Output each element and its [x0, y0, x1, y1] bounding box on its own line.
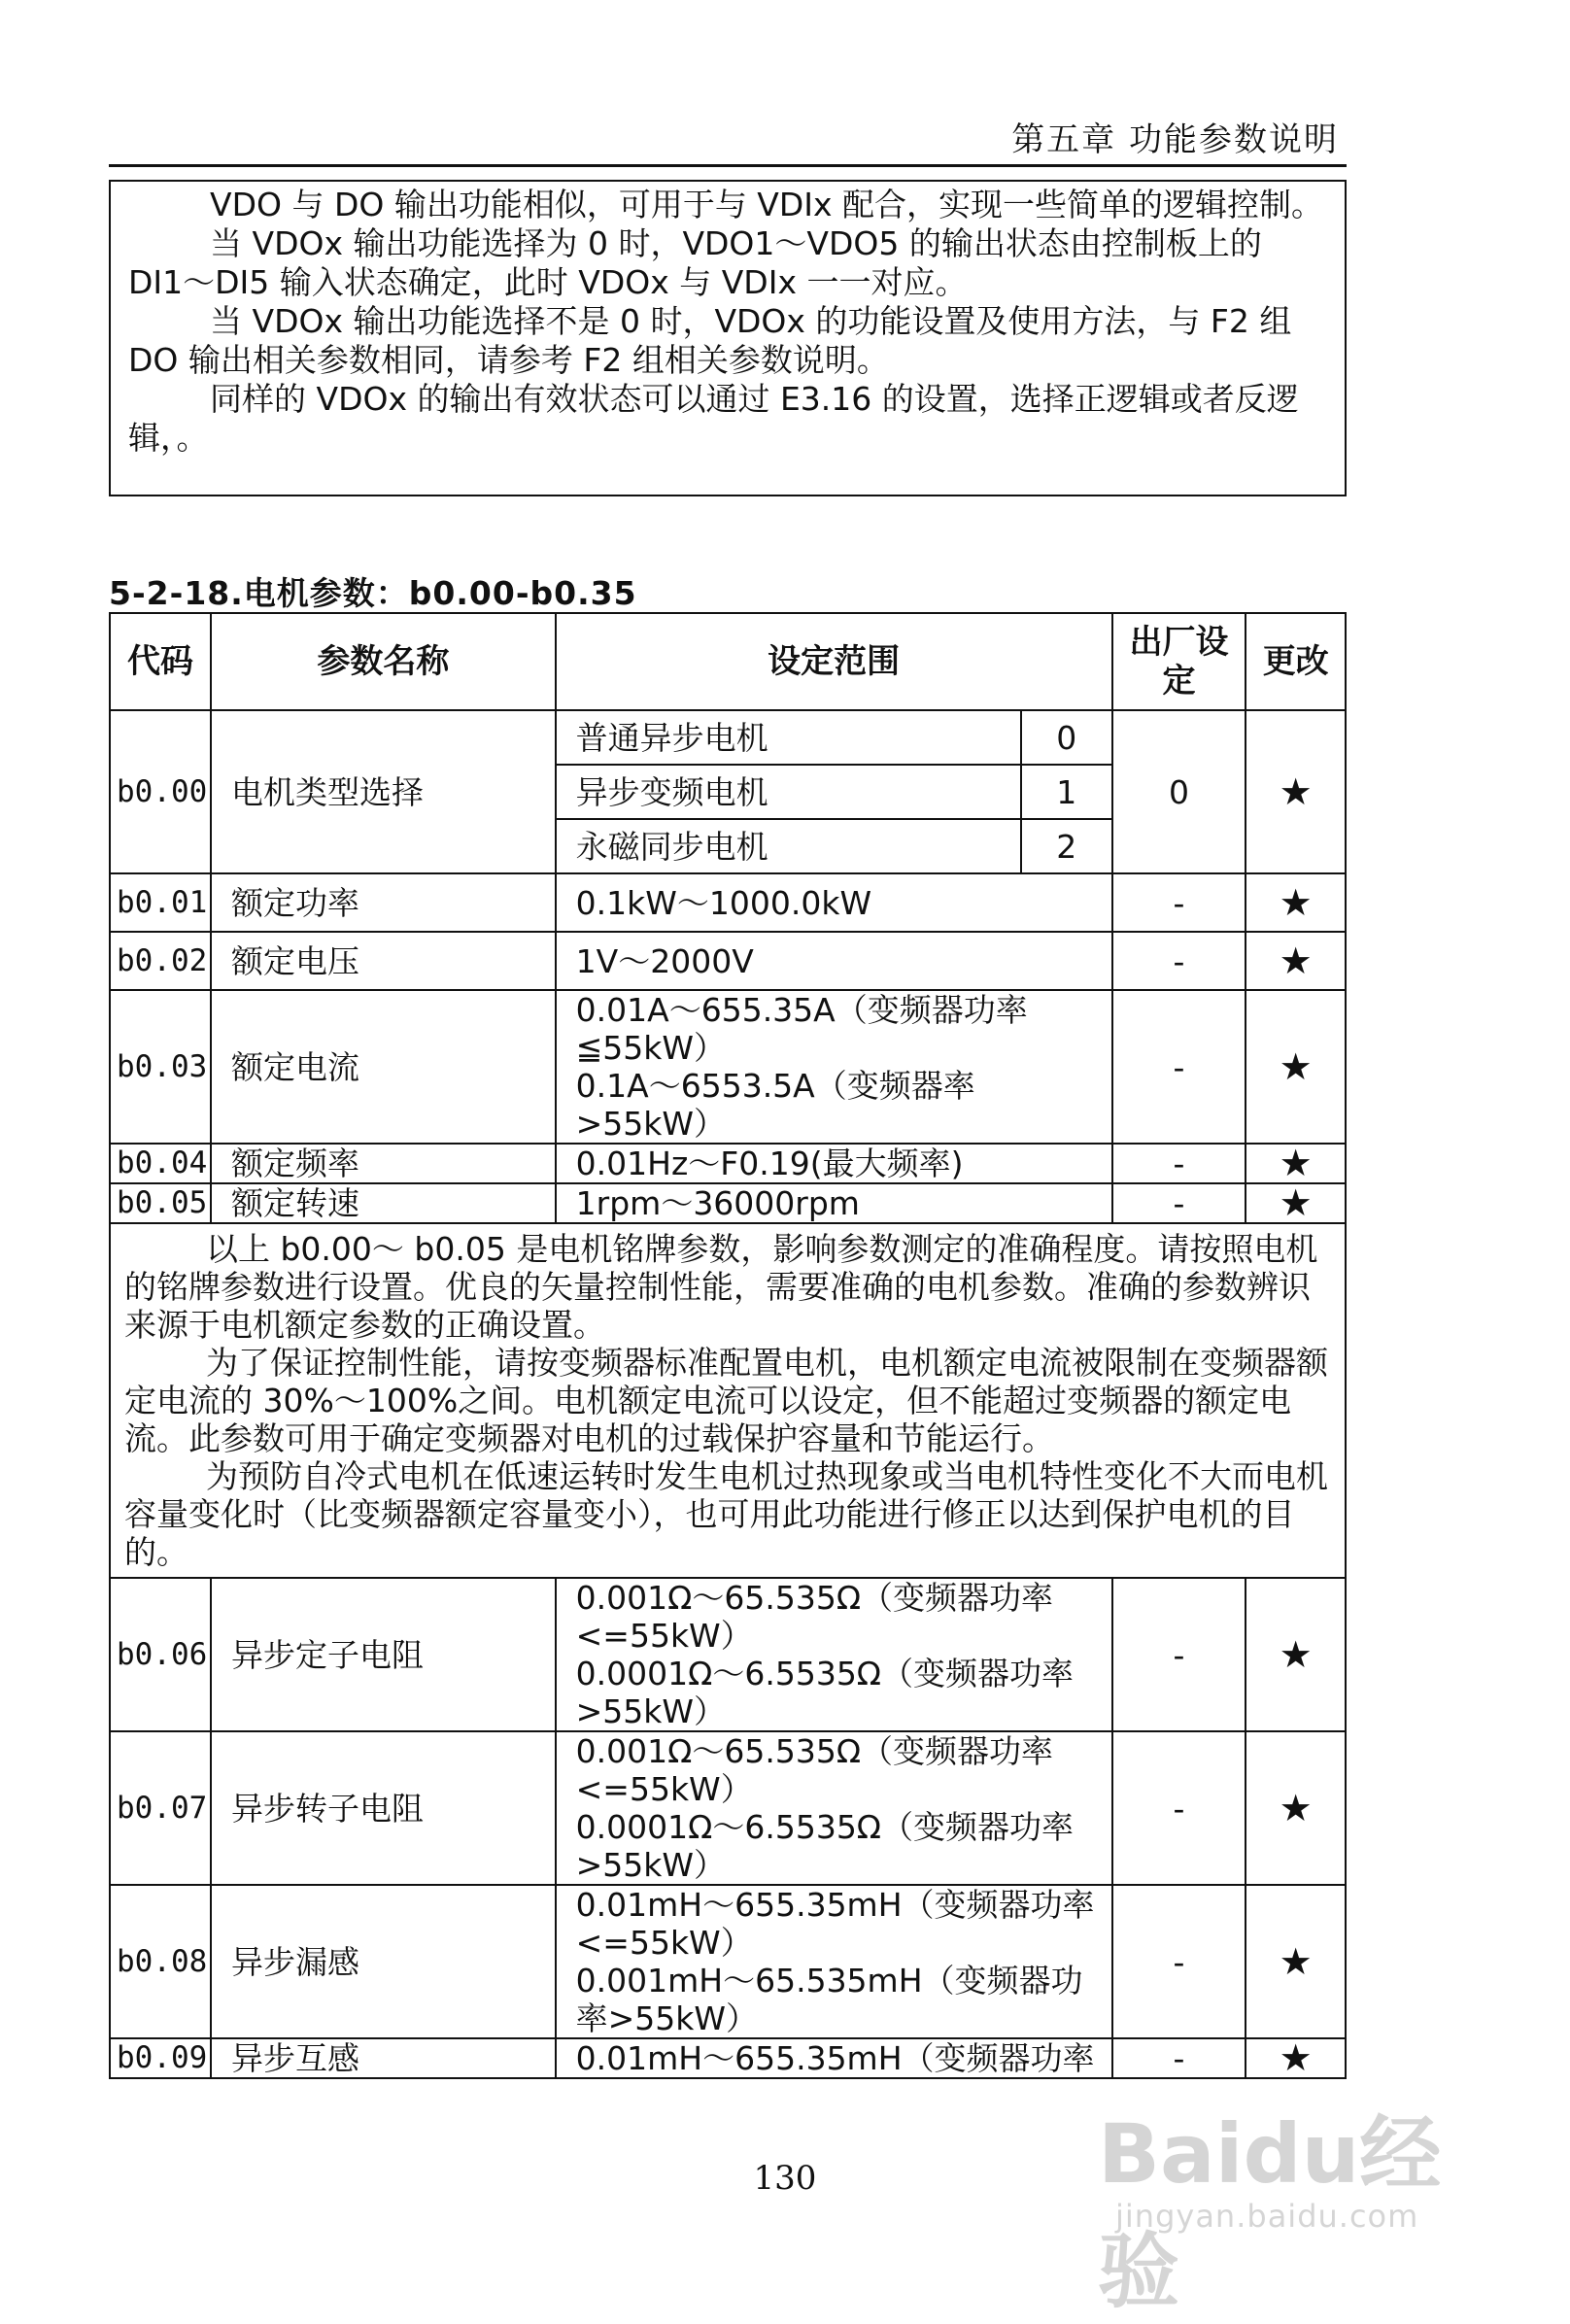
watermark-url: jingyan.baidu.com [1115, 2198, 1419, 2235]
option-value: 0 [1021, 710, 1112, 765]
param-code: b0.05 [110, 1183, 211, 1223]
star-icon: ★ [1246, 990, 1346, 1144]
section-heading: 5-2-18.电机参数：b0.00-b0.35 [109, 574, 637, 612]
range-line: 0.0001Ω～6.5535Ω（变频器功率>55kW） [575, 1655, 1075, 1730]
range-line: 0.001Ω～65.535Ω（变频器功率<=55kW） [575, 1579, 1054, 1655]
star-icon: ★ [1246, 710, 1346, 873]
range-line: 1rpm～36000rpm [575, 1184, 860, 1222]
option-label: 普通异步电机 [556, 710, 1021, 765]
param-factory: - [1112, 990, 1246, 1144]
table-row [110, 2038, 1346, 2078]
range-line: 0.01mH～655.35mH（变频器功率<=55kW） [575, 1886, 1095, 1962]
param-code: b0.03 [110, 990, 211, 1144]
option-value: 1 [1021, 765, 1112, 819]
table-row [110, 873, 1346, 932]
param-code: b0.01 [110, 873, 211, 932]
motor-params-table [109, 612, 1347, 2079]
note-row [110, 1223, 1346, 1578]
table-row [110, 990, 1346, 1144]
table-row [110, 710, 1346, 765]
note-cell [110, 1223, 1346, 1578]
table-row [110, 1183, 1346, 1223]
note-paragraph: 为了保证控制性能，请按变频器标准配置电机，电机额定电流被限制在变频器额定电流的 30%～100%之间。电机额定电流可以设定，但不能超过变频器的额定电流。此参数可用于确定变频器对电机的过载保护容量和节能运行。 [124, 1344, 1328, 1457]
page-number: 130 [753, 2159, 817, 2198]
param-name: 额定电流 [211, 990, 556, 1144]
param-code: b0.07 [110, 1731, 211, 1885]
param-range [556, 1183, 1112, 1223]
table-row [110, 1144, 1346, 1183]
intro-box [109, 180, 1347, 496]
table-row [110, 1578, 1346, 1731]
param-factory: - [1112, 1885, 1246, 2038]
param-name: 额定电压 [211, 932, 556, 990]
watermark-logo: Baidu经验 [1098, 2106, 1442, 2319]
range-line: 0.001mH～65.535mH（变频器功率>55kW） [575, 1962, 1083, 2037]
param-factory: 0 [1112, 710, 1246, 873]
header-name: 参数名称 [211, 613, 556, 710]
intro-paragraph: VDO 与 DO 输出功能相似，可用于与 VDIx 配合，实现一些简单的逻辑控制。 [210, 186, 1324, 223]
param-code: b0.00 [110, 710, 211, 873]
param-range [556, 1731, 1112, 1885]
header-code: 代码 [110, 613, 211, 710]
param-range [556, 1885, 1112, 2038]
header-range: 设定范围 [556, 613, 1112, 710]
range-line: 0.1kW～1000.0kW [575, 883, 872, 922]
param-code: b0.04 [110, 1144, 211, 1183]
param-factory: - [1112, 1183, 1246, 1223]
star-icon: ★ [1246, 1144, 1346, 1183]
param-factory: - [1112, 873, 1246, 932]
param-name: 额定转速 [211, 1183, 556, 1223]
param-name: 电机类型选择 [211, 710, 556, 873]
header-change: 更改 [1246, 613, 1346, 710]
star-icon: ★ [1246, 1578, 1346, 1731]
option-value: 2 [1021, 819, 1112, 873]
table-row [110, 932, 1346, 990]
param-range [556, 1144, 1112, 1183]
param-range [556, 990, 1112, 1144]
param-code: b0.09 [110, 2038, 211, 2078]
header-factory: 出厂设定 [1112, 613, 1246, 710]
param-code: b0.02 [110, 932, 211, 990]
star-icon: ★ [1246, 1885, 1346, 2038]
intro-paragraph: 同样的 VDOx 的输出有效状态可以通过 E3.16 的设置，选择正逻辑或者反逻辑，。 [128, 380, 1299, 457]
param-code: b0.08 [110, 1885, 211, 2038]
param-factory: - [1112, 1731, 1246, 1885]
range-line: 1V～2000V [575, 941, 754, 980]
intro-paragraph: 当 VDOx 输出功能选择为 0 时，VDO1～VDO5 的输出状态由控制板上的 DI1～DI5 输入状态确定，此时 VDOx 与 VDIx 一一对应。 [128, 224, 1262, 301]
param-name: 异步互感 [211, 2038, 556, 2078]
param-range [556, 2038, 1112, 2078]
watermark [1098, 2089, 1467, 2319]
param-range [556, 932, 1112, 990]
param-name: 异步定子电阻 [211, 1578, 556, 1731]
star-icon: ★ [1246, 1731, 1346, 1885]
param-name: 异步转子电阻 [211, 1731, 556, 1885]
table-row [110, 1885, 1346, 2038]
range-line: 0.0001Ω～6.5535Ω（变频器功率>55kW） [575, 1808, 1075, 1884]
option-label: 永磁同步电机 [556, 819, 1021, 873]
option-label: 异步变频电机 [556, 765, 1021, 819]
param-range [556, 873, 1112, 932]
param-factory: - [1112, 932, 1246, 990]
star-icon: ★ [1246, 2038, 1346, 2078]
star-icon: ★ [1246, 1183, 1346, 1223]
page-header [109, 107, 1347, 167]
param-factory: - [1112, 2038, 1246, 2078]
note-paragraph: 以上 b0.00～ b0.05 是电机铭牌参数，影响参数测定的准确程度。请按照电机的铭牌参数进行设置。优良的矢量控制性能，需要准确的电机参数。准确的参数辨识来源于电机额定参数的正确设置。 [124, 1230, 1318, 1344]
param-factory: - [1112, 1144, 1246, 1183]
table-header-row [110, 613, 1346, 710]
range-line: 0.001Ω～65.535Ω（变频器功率<=55kW） [575, 1732, 1054, 1808]
star-icon: ★ [1246, 932, 1346, 990]
param-name: 异步漏感 [211, 1885, 556, 2038]
table-row [110, 1731, 1346, 1885]
param-code: b0.06 [110, 1578, 211, 1731]
param-range [556, 1578, 1112, 1731]
intro-paragraph: 当 VDOx 输出功能选择不是 0 时，VDOx 的功能设置及使用方法，与 F2 组 DO 输出相关参数相同，请参考 F2 组相关参数说明。 [128, 302, 1292, 379]
range-line: 0.1A～6553.5A（变频器率>55kW） [575, 1067, 975, 1143]
param-factory: - [1112, 1578, 1246, 1731]
range-line: 0.01Hz～F0.19(最大频率) [575, 1145, 964, 1182]
star-icon: ★ [1246, 873, 1346, 932]
param-name: 额定频率 [211, 1144, 556, 1183]
range-line: 0.01mH～655.35mH（变频器功率 [575, 2039, 1095, 2077]
param-name: 额定功率 [211, 873, 556, 932]
chapter-title: 第五章 功能参数说明 [1011, 120, 1339, 159]
range-line: 0.01A～655.35A（变频器功率≦55kW） [575, 991, 1028, 1067]
note-paragraph: 为预防自冷式电机在低速运转时发生电机过热现象或当电机特性变化不大而电机容量变化时（比变频器额定容量变小），也可用此功能进行修正以达到保护电机的目的。 [124, 1457, 1328, 1571]
